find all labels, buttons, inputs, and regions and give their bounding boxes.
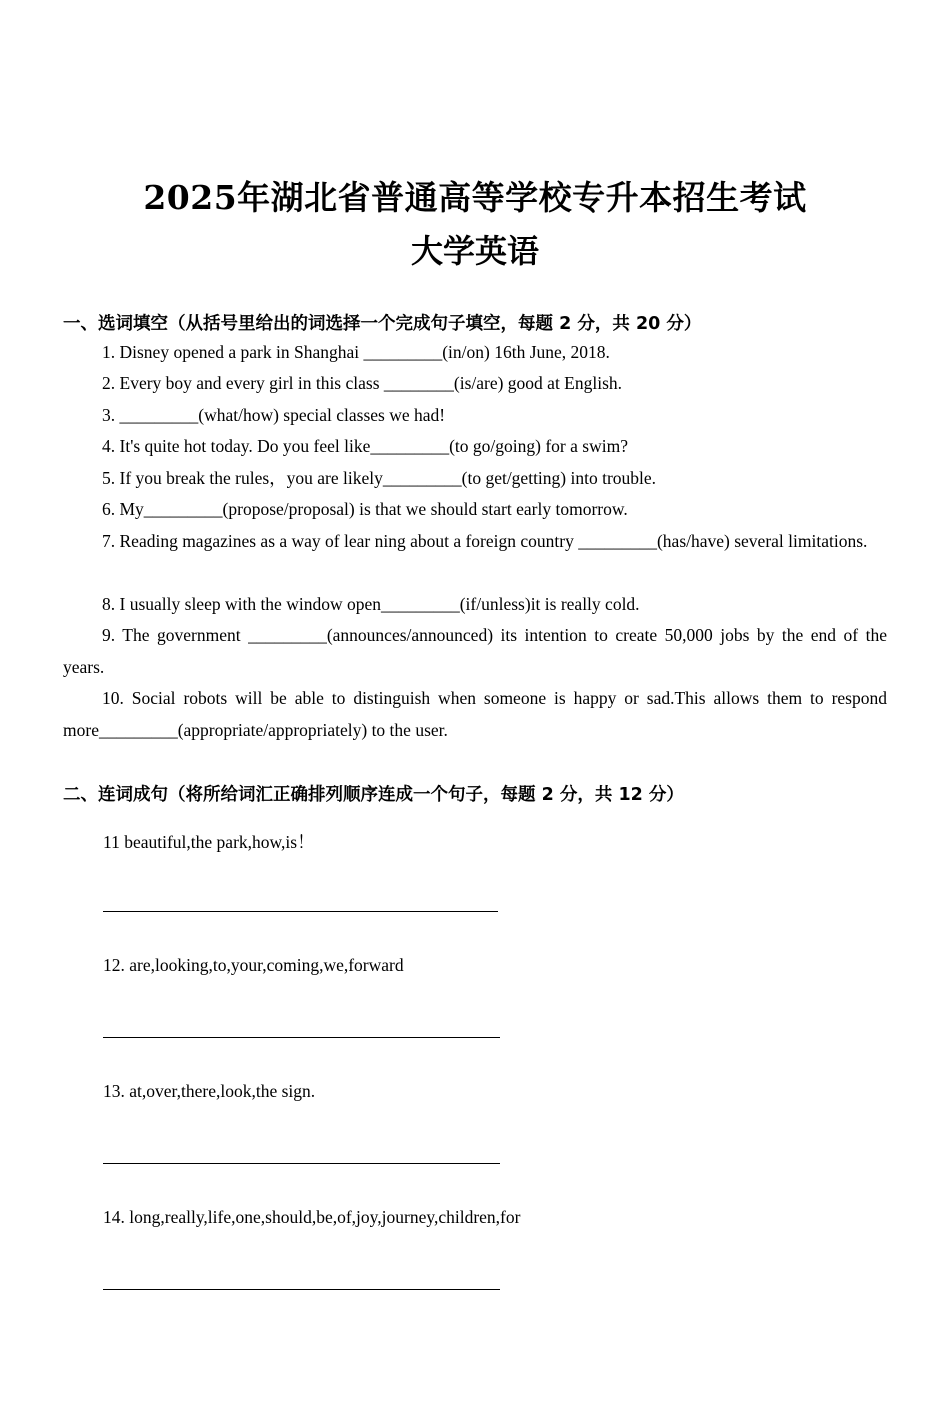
answer-line-13[interactable] xyxy=(103,1163,500,1164)
question-10: 10. Social robots will be able to distinguish when someone is happy or sad.This allows them to respond more_________(appropriate/appropriately) to the user. xyxy=(63,688,887,740)
question-1: 1. Disney opened a park in Shanghai _________(in/on) 16th June, 2018. xyxy=(102,342,610,362)
question-12: 12. are,looking,to,your,coming,we,forward xyxy=(103,955,404,975)
section-1-heading: 一、选词填空（从括号里给出的词选择一个完成句子填空，每题 2 分，共 20 分） xyxy=(63,314,702,334)
question-7: 7. Reading magazines as a way of lear ning about a foreign country _________(has/have) several limitations. xyxy=(102,531,868,551)
question-11: 11 beautiful,the park,how,is！ xyxy=(103,832,315,852)
question-8: 8. I usually sleep with the window open_________(if/unless)it is really cold. xyxy=(102,594,640,614)
answer-line-14[interactable] xyxy=(103,1289,500,1290)
answer-line-11[interactable] xyxy=(103,911,498,912)
question-2: 2. Every boy and every girl in this class ________(is/are) good at English. xyxy=(102,373,623,393)
question-9: 9. The government _________(announces/announced) its intention to create 50,000 jobs by the end of the years. xyxy=(63,625,887,677)
answer-line-12[interactable] xyxy=(103,1037,500,1038)
question-3: 3. _________(what/how) special classes we had! xyxy=(102,405,446,425)
question-13: 13. at,over,there,look,the sign. xyxy=(103,1081,316,1101)
section-2-heading: 二、连词成句（将所给词汇正确排列顺序连成一个句子，每题 2 分，共 12 分） xyxy=(63,785,684,805)
question-4: 4. It's quite hot today. Do you feel like_________(to go/going) for a swim? xyxy=(102,436,628,456)
exam-title: 2025年湖北省普通高等学校专升本招生考试 xyxy=(143,178,807,217)
exam-subject: 大学英语 xyxy=(410,232,539,270)
question-14: 14. long,really,life,one,should,be,of,joy,journey,children,for xyxy=(103,1207,521,1227)
question-5: 5. If you break the rules，you are likely_________(to get/getting) into trouble. xyxy=(102,468,657,488)
question-6: 6. My_________(propose/proposal) is that we should start early tomorrow. xyxy=(102,499,628,519)
